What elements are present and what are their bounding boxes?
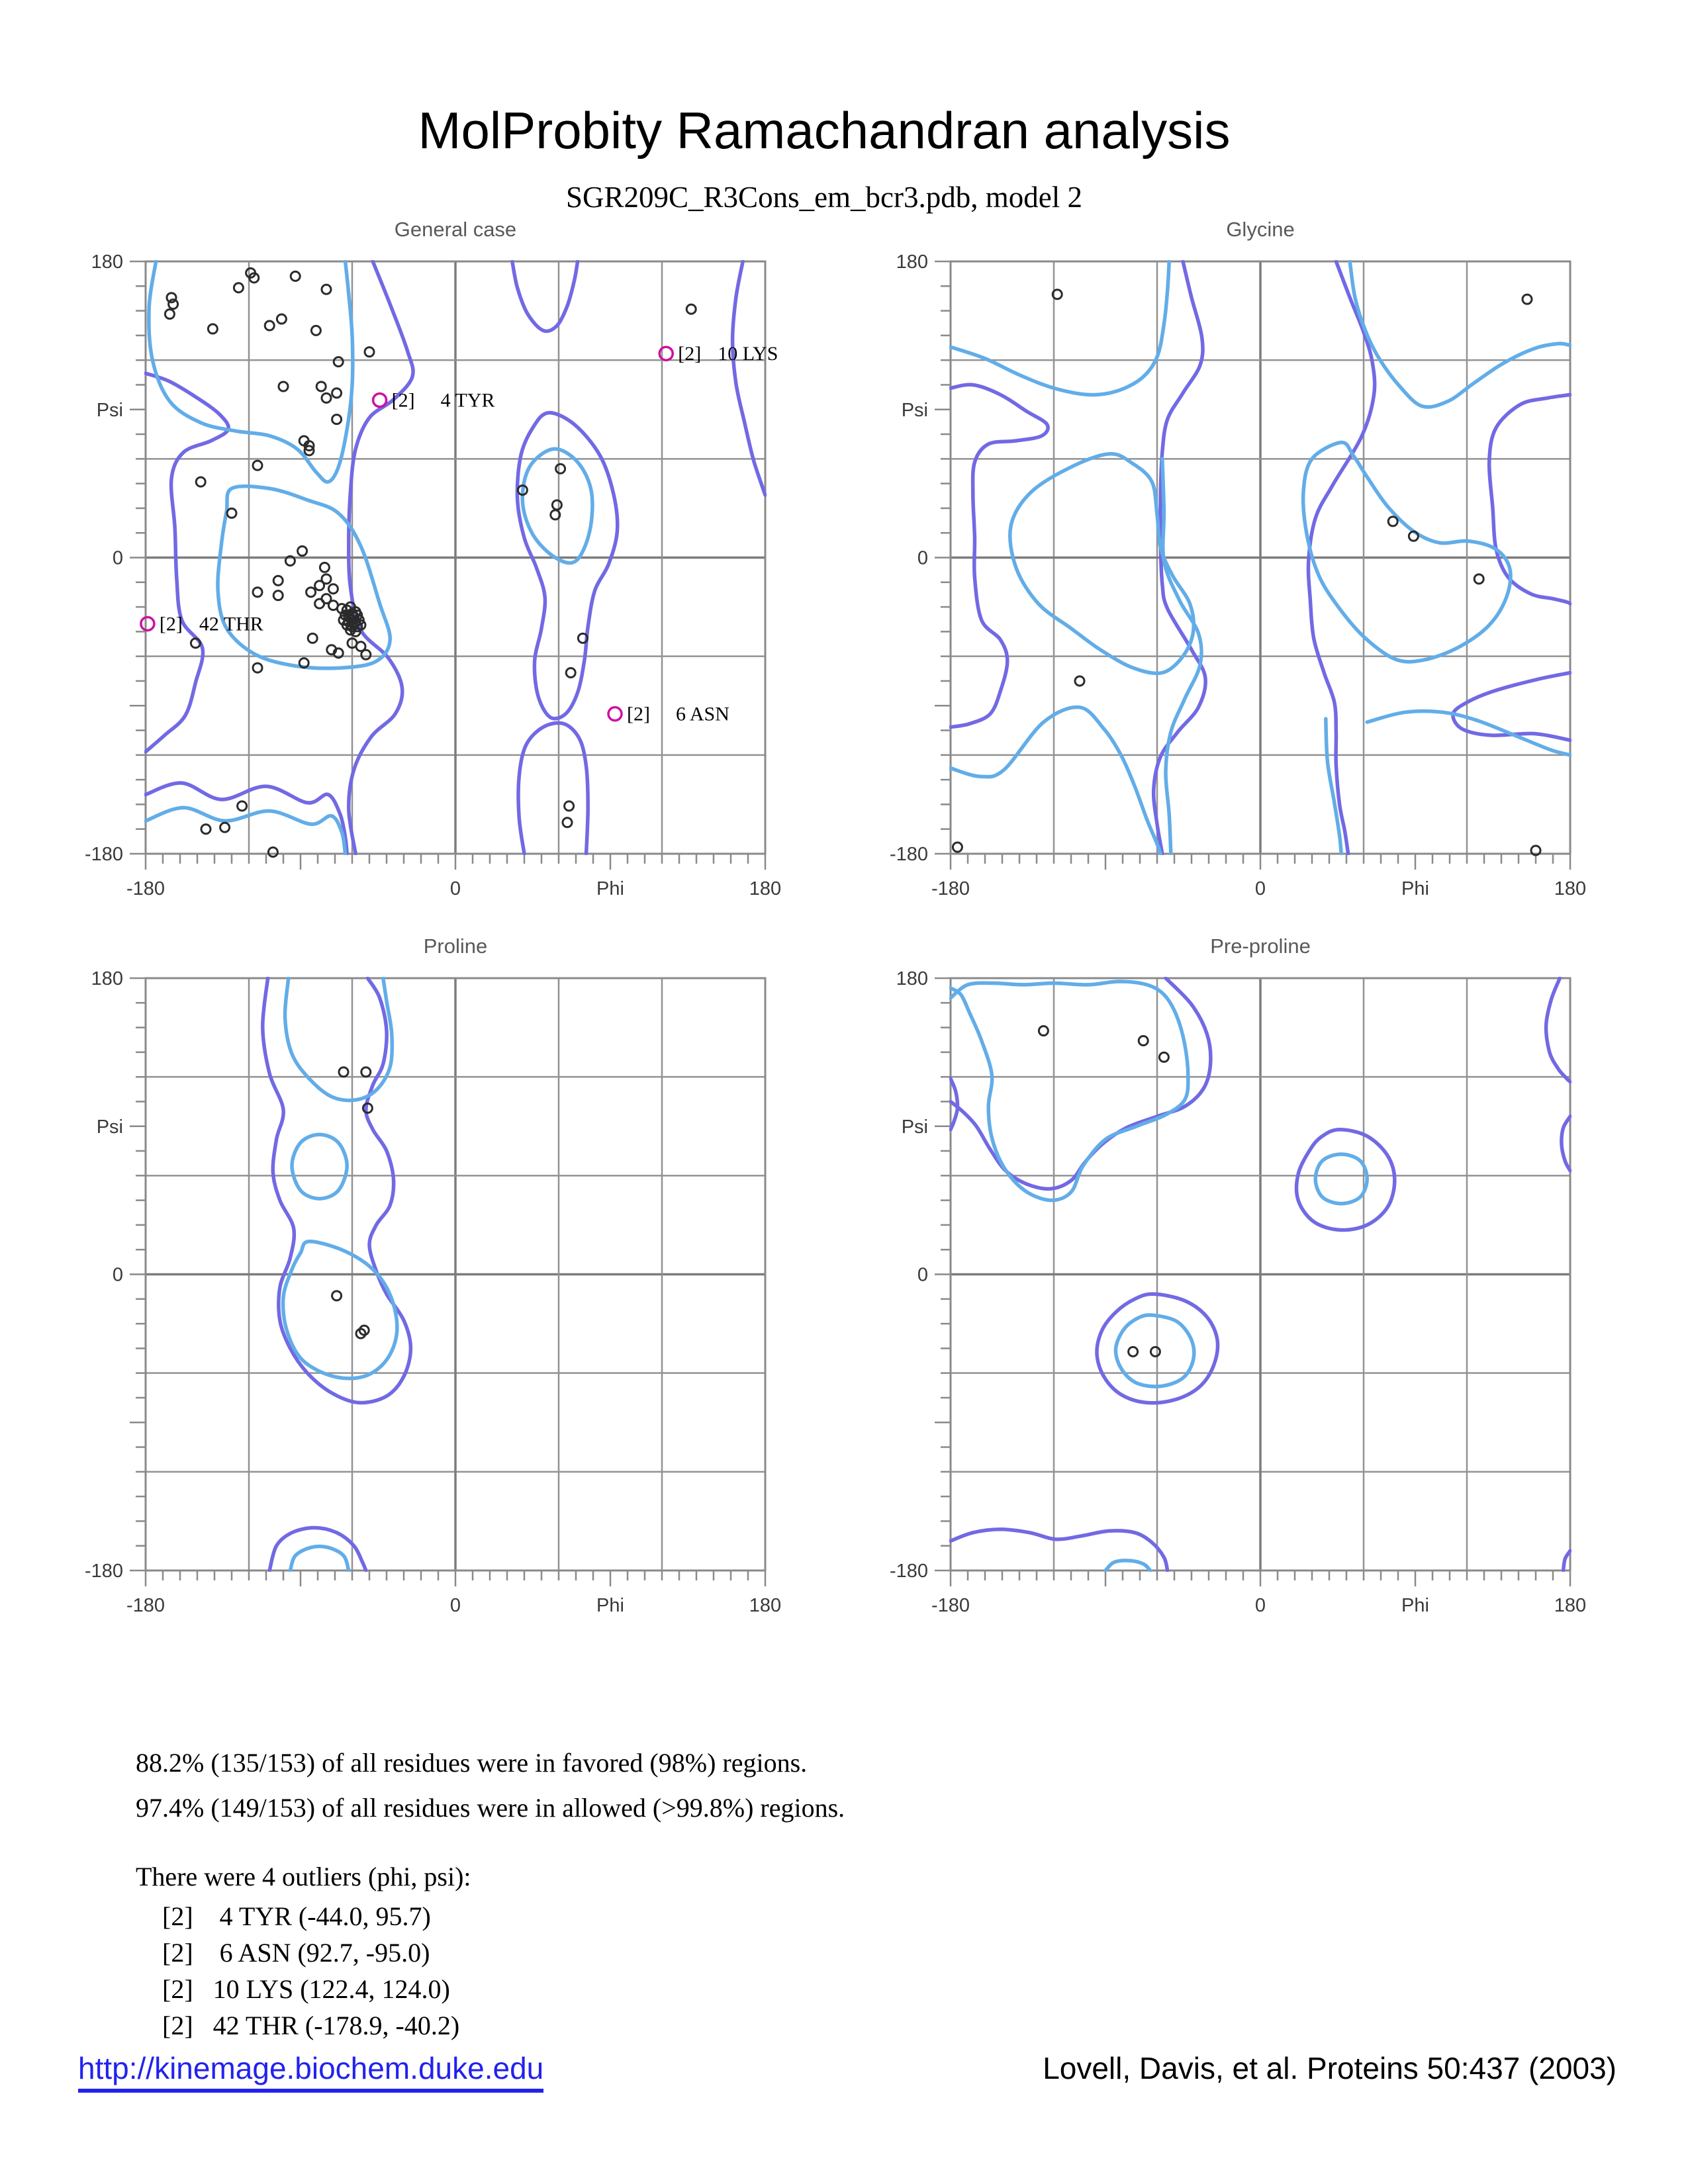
x-axis-label: 180 — [1554, 878, 1587, 899]
outlier-marker — [373, 390, 495, 412]
contour-allowed — [1546, 978, 1570, 1082]
axis-ticks — [130, 978, 765, 1586]
x-axis-label: 180 — [1554, 1595, 1587, 1616]
plot-title: Proline — [423, 934, 488, 958]
outlier-label: 10 LYS — [718, 343, 778, 365]
data-point — [291, 271, 300, 281]
outlier-bracket: [2] — [159, 613, 183, 635]
x-axis-label: 0 — [1254, 878, 1266, 899]
data-point — [1075, 676, 1084, 686]
contour-allowed — [518, 723, 588, 854]
data-point — [273, 576, 283, 585]
outlier-item: [2] 10 LYS (122.4, 124.0) — [162, 1974, 450, 2004]
data-point — [273, 591, 283, 600]
data-point — [320, 563, 329, 572]
data-point — [268, 848, 277, 857]
outlier-bracket: [2] — [627, 703, 651, 725]
contour-favored — [951, 707, 1160, 854]
axis-ticks — [935, 261, 1570, 870]
data-point — [563, 818, 572, 827]
data-point — [1039, 1026, 1048, 1036]
gridlines — [146, 978, 765, 1570]
x-axis-label: Phi — [596, 878, 624, 899]
plot-title: Glycine — [1226, 218, 1295, 241]
plot-title: Pre-proline — [1210, 934, 1311, 958]
contour-favored — [1105, 1561, 1150, 1570]
data-point — [339, 1068, 348, 1077]
y-axis-label: 180 — [91, 968, 123, 989]
x-axis-label: Phi — [1401, 878, 1429, 899]
outlier-circle-icon — [141, 617, 154, 630]
outlier-label: 6 ASN — [676, 703, 729, 725]
data-point — [1159, 1052, 1168, 1062]
contour-allowed — [1297, 1130, 1395, 1230]
data-point — [220, 823, 230, 832]
outlier-label: 42 THR — [199, 613, 263, 635]
y-axis-label: Psi — [96, 399, 123, 421]
x-axis-label: Phi — [596, 1595, 624, 1616]
data-point — [556, 464, 565, 473]
outlier-circle-icon — [373, 394, 387, 407]
outlier-circle-icon — [608, 707, 622, 721]
plot-general-case — [20, 199, 891, 930]
contour-allowed — [1564, 1551, 1570, 1570]
data-point — [332, 388, 342, 398]
y-axis-label: 180 — [896, 251, 928, 273]
x-axis-label: -180 — [931, 1595, 970, 1616]
contour-favored — [149, 261, 353, 482]
contour-favored — [951, 261, 1169, 395]
x-axis-label: 180 — [749, 878, 782, 899]
contour-favored — [1315, 1154, 1367, 1204]
outlier-bracket: [2] — [391, 389, 415, 412]
gridlines — [951, 261, 1570, 854]
y-axis-label: -180 — [84, 844, 123, 865]
outlier-item: [2] 4 TYR (-44.0, 95.7) — [162, 1901, 431, 1931]
data-points — [953, 290, 1540, 855]
kinemage-link[interactable]: http://kinemage.biochem.duke.edu — [78, 2050, 543, 2093]
contour-favored — [1115, 1315, 1194, 1387]
data-point — [361, 650, 371, 659]
data-point — [566, 668, 575, 678]
outlier-bracket: [2] — [678, 343, 702, 365]
data-point — [277, 314, 286, 324]
data-point — [238, 801, 247, 811]
data-point — [253, 663, 262, 672]
outlier-marker — [659, 343, 778, 365]
data-point — [361, 1068, 371, 1077]
x-axis-label: -180 — [126, 1595, 165, 1616]
x-axis-label: -180 — [931, 878, 970, 899]
contour-allowed — [146, 783, 347, 854]
y-axis-label: 0 — [112, 1264, 123, 1286]
data-point — [365, 347, 374, 357]
data-point — [565, 801, 574, 811]
y-axis-label: -180 — [84, 1561, 123, 1582]
data-point — [1523, 295, 1532, 304]
data-point — [196, 477, 205, 486]
gridlines — [951, 978, 1570, 1570]
x-axis-label: Phi — [1401, 1595, 1429, 1616]
outlier-marker — [608, 704, 729, 725]
x-axis-label: 0 — [1254, 1595, 1266, 1616]
outlier-item: [2] 42 THR (-178.9, -40.2) — [162, 2011, 460, 2040]
data-point — [322, 393, 331, 402]
outlier-label: 4 TYR — [440, 389, 495, 412]
data-point — [953, 842, 962, 852]
contour-allowed — [146, 373, 228, 752]
y-axis-label: Psi — [901, 1116, 928, 1138]
data-point — [265, 321, 274, 330]
plot-glycine — [825, 199, 1688, 930]
x-axis-label: -180 — [126, 878, 165, 899]
contour-favored — [218, 486, 390, 668]
data-point — [227, 508, 236, 518]
x-axis-label: 0 — [449, 878, 461, 899]
plot-title: General case — [394, 218, 517, 241]
contour-favored — [951, 981, 1188, 1201]
contour-allowed — [951, 385, 1048, 727]
contour-favored — [292, 1134, 347, 1199]
y-axis-label: 0 — [112, 547, 123, 569]
data-point — [1129, 1347, 1138, 1356]
data-point — [552, 500, 561, 510]
y-axis-label: 180 — [91, 251, 123, 273]
data-point — [253, 588, 262, 597]
data-point — [316, 382, 326, 391]
contour-allowed — [951, 978, 1211, 1189]
x-axis-label: 0 — [449, 1595, 461, 1616]
data-points — [1039, 1026, 1168, 1357]
contour-allowed — [1453, 673, 1570, 741]
contour-favored — [290, 1547, 348, 1570]
data-point — [201, 825, 211, 834]
data-point — [308, 633, 317, 643]
data-point — [686, 304, 696, 314]
y-axis-label: -180 — [889, 1561, 928, 1582]
contour-favored — [283, 1242, 397, 1379]
data-point — [306, 588, 316, 597]
plot-proline — [20, 915, 891, 1647]
citation: Lovell, Davis, et al. Proteins 50:437 (2003) — [1043, 2051, 1617, 2085]
contour-allowed — [951, 1529, 1168, 1570]
x-axis-label: 180 — [749, 1595, 782, 1616]
contour-favored — [1303, 442, 1511, 661]
plot-pre-proline — [825, 915, 1688, 1647]
y-axis-label: 0 — [917, 547, 928, 569]
axis-ticks — [935, 978, 1570, 1586]
favored-summary: 88.2% (135/153) of all residues were in favored (98%) regions. — [136, 1748, 808, 1778]
data-point — [1388, 517, 1397, 526]
data-point — [1139, 1036, 1148, 1045]
data-point — [332, 415, 342, 424]
data-point — [322, 574, 331, 584]
y-axis-label: Psi — [901, 399, 928, 421]
contour-favored — [1350, 261, 1570, 407]
y-axis-label: 0 — [917, 1264, 928, 1286]
data-point — [334, 357, 343, 367]
contour-allowed — [1562, 1116, 1570, 1171]
outliers-header: There were 4 outliers (phi, psi): — [136, 1862, 471, 1891]
data-point — [208, 324, 217, 334]
outlier-item: [2] 6 ASN (92.7, -95.0) — [162, 1938, 430, 1968]
y-axis-label: 180 — [896, 968, 928, 989]
contour-allowed — [733, 261, 765, 495]
data-point — [1474, 574, 1483, 584]
data-point — [322, 285, 331, 294]
data-point — [279, 382, 288, 391]
data-point — [311, 326, 320, 335]
data-point — [234, 283, 243, 293]
data-points — [165, 268, 696, 856]
page-subtitle: SGR209C_R3Cons_em_bcr3.pdb, model 2 — [565, 181, 1082, 214]
contour-favored — [146, 807, 346, 854]
data-point — [328, 584, 338, 594]
data-point — [332, 1291, 342, 1300]
y-axis-label: Psi — [96, 1116, 123, 1138]
contour-allowed — [1489, 394, 1570, 604]
axis-ticks — [130, 261, 765, 870]
data-point — [298, 547, 307, 556]
contour-allowed — [512, 261, 578, 331]
allowed-summary: 97.4% (149/153) of all residues were in allowed (>99.8%) regions. — [136, 1793, 845, 1823]
data-point — [165, 310, 174, 319]
y-axis-label: -180 — [889, 844, 928, 865]
data-point — [253, 461, 262, 470]
outlier-marker — [141, 613, 263, 635]
page-title: MolProbity Ramachandran analysis — [418, 101, 1231, 159]
data-point — [1150, 1347, 1160, 1356]
